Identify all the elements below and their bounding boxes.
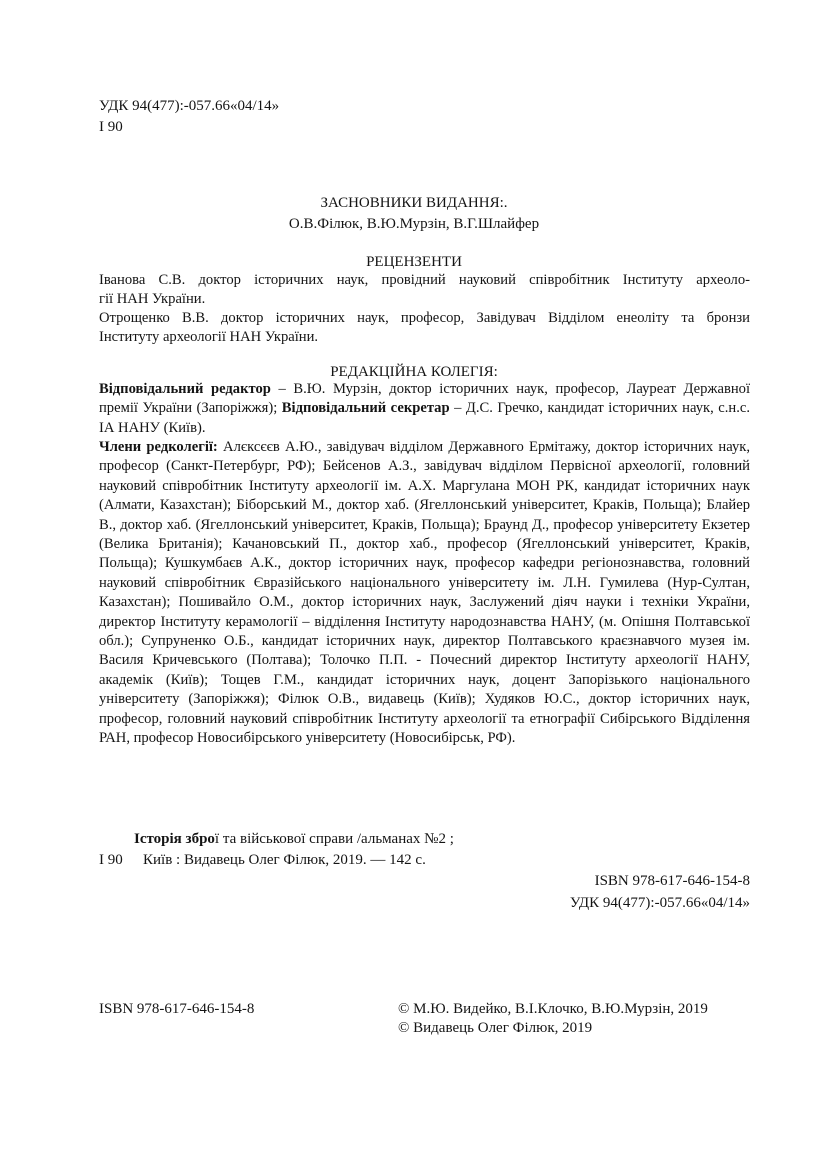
catalog-title [134, 829, 454, 849]
founders-names: О.В.Філюк, В.Ю.Мурзін, В.Г.Шлайфер [288, 216, 540, 232]
catalog-udc: УДК 94(477):-057.66«04/14» [569, 895, 750, 911]
members-text: Алєксєєв А.Ю., завідувач відділом Державного Ермітажу, доктор історичних наук, професор (Санкт-Петербург, РФ); Бейсенов А.З., завідувач відділом Первісної археології, головний науковий співробітник Інституту археології ім. А.Х. Маргулана МОН РК, кандидат історичних наук (Алмати, Казахстан); Біборський М., доктор хаб. (Ягеллонський університет, Краків, Польща); Блайер В., доктор хаб. (Ягеллонський університет, Краків, Польща); Браунд Д., професор університету Екзетер (Велика Британія); Качановський П., доктор хаб., професор (Ягеллонський університет, Краків, Польща); Кушкумбаєв А.К., доктор історичних наук, професор кафедри регіонознавства, головний науковий співробітник Євразійського національного університету ім. Л.Н. Гумилева (Нур-Султан, Казахстан); Пошивайло О.М., доктор історичних наук, Заслужений діяч науки і техніки України, директор Інституту керамології – відділення Інституту народознавства НАНУ, (м. Опішня Полтавської обл.); Супруненко О.Б., кандидат історичних наук, директор Полтавського краєзнавчого музея ім. Василя Кричевського (Полтава); Толочко П.П. - Почесний директор Інституту археології НАНУ, академік (Київ); Тощев Г.М., кандидат історичних наук, доцент Запорізького національного університету (Запоріжжя); Філюк О.В., видавець (Київ); Худяков Ю.С., доктор історичних наук, професор, головний науковий співробітник Інституту археології та етнографії Сибірського Відділення РАН, професор Новосибірського університету (Новосибірськ, РФ). [99, 439, 750, 747]
reviewer-1-line-2: гії НАН України. [99, 291, 206, 307]
board-members [99, 438, 750, 749]
reviewer-2-line-1: Отрощенко В.В. доктор історичних наук, професор, Завідувач Відділом енеоліту та бронзи [99, 310, 750, 326]
footer-copyright-publisher: © Видавець Олег Філюк, 2019 [398, 1020, 593, 1036]
secretary-label: Відповідальний секретар [281, 400, 450, 417]
catalog-isbn: ISBN 978-617-646-154-8 [594, 873, 750, 889]
board-heading: РЕДАКЦІЙНА КОЛЕГІЯ: [330, 364, 498, 380]
footer-copyright-authors: © М.Ю. Видейко, В.І.Клочко, В.Ю.Мурзін, 2019 [398, 1001, 708, 1017]
reviewer-2-line-2: Інституту археології НАН України. [99, 329, 319, 345]
catalog-code: І 90 [99, 852, 123, 868]
reviewer-1-line-1: Іванова С.В. доктор історичних наук, провідний науковий співробітник Інституту археоло- [99, 272, 750, 288]
footer-isbn: ISBN 978-617-646-154-8 [99, 1001, 255, 1017]
reviewers-heading: РЕЦЕНЗЕНТИ [366, 254, 462, 270]
header-udc: УДК 94(477):-057.66«04/14» [99, 98, 280, 114]
editor-text: – В.Ю. Мурзін, доктор історичних наук, професор, Лауреат Державної премії України (Запоріжжя); [99, 381, 750, 417]
catalog-imprint: Київ : Видавець Олег Філюк, 2019. — 142 с. [143, 852, 426, 868]
catalog-title-bold: Історія збро [134, 831, 215, 847]
board-editors [99, 380, 750, 438]
editor-label: Відповідальний редактор [99, 381, 271, 397]
founders-heading: ЗАСНОВНИКИ ВИДАННЯ:. [320, 195, 508, 211]
header-code: І 90 [99, 119, 123, 135]
secretary-text: – Д.С. Гречко, кандидат історичних наук, с.н.с. ІА НАНУ (Київ). [99, 400, 750, 436]
members-label: Члени редколегії: [99, 439, 218, 455]
catalog-title-rest: ї та військової справи /альманах №2 ; [214, 831, 454, 847]
